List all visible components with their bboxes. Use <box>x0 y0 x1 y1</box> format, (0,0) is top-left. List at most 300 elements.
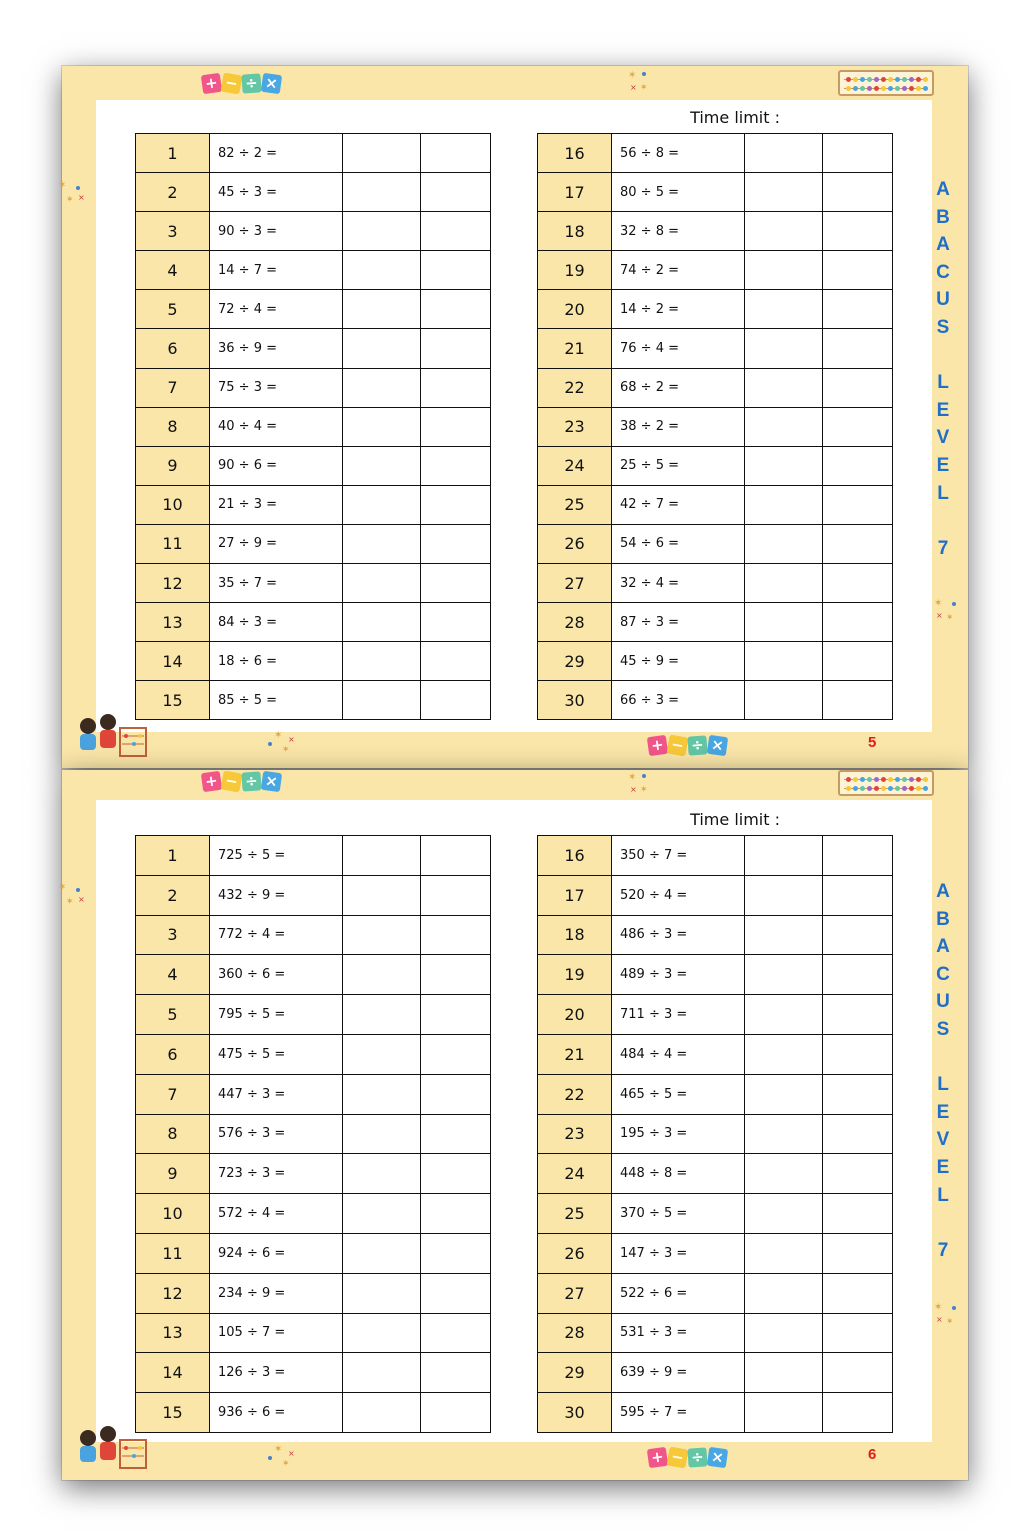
division-problem: 40 ÷ 4 = <box>210 407 343 446</box>
answer-cell[interactable] <box>343 1353 421 1393</box>
remainder-cell[interactable] <box>421 915 491 955</box>
answer-cell[interactable] <box>745 642 823 681</box>
remainder-cell[interactable] <box>421 1034 491 1074</box>
division-problem: 42 ÷ 7 = <box>612 485 745 524</box>
problem-row <box>136 173 491 212</box>
page-number: 6 <box>868 1446 877 1463</box>
division-problem: 105 ÷ 7 = <box>210 1313 343 1353</box>
remainder-cell[interactable] <box>421 290 491 329</box>
division-problem: 72 ÷ 4 = <box>210 290 343 329</box>
remainder-cell[interactable] <box>823 836 893 876</box>
problem-row <box>136 1194 491 1234</box>
title-letter: V <box>936 1129 950 1151</box>
sparkle-icon <box>266 1442 296 1468</box>
answer-cell[interactable] <box>343 368 421 407</box>
answer-cell[interactable] <box>343 329 421 368</box>
division-problem: 87 ÷ 3 = <box>612 603 745 642</box>
division-problem: 147 ÷ 3 = <box>612 1233 745 1273</box>
remainder-cell[interactable] <box>421 603 491 642</box>
problem-row <box>136 134 491 173</box>
remainder-cell[interactable] <box>823 290 893 329</box>
remainder-cell[interactable] <box>421 1273 491 1313</box>
answer-cell[interactable] <box>343 836 421 876</box>
svg-text:✶: ✶ <box>66 897 74 906</box>
division-problem: 14 ÷ 7 = <box>210 251 343 290</box>
answer-cell[interactable] <box>343 212 421 251</box>
worksheet-content <box>96 100 932 732</box>
problem-number: 10 <box>136 1194 210 1234</box>
answer-cell[interactable] <box>343 642 421 681</box>
problem-number: 11 <box>136 524 210 563</box>
title-letter: S <box>936 316 950 338</box>
remainder-cell[interactable] <box>823 1034 893 1074</box>
problem-number: 17 <box>538 875 612 915</box>
answer-cell[interactable] <box>745 955 823 995</box>
problem-row <box>136 251 491 290</box>
division-problem: 576 ÷ 3 = <box>210 1114 343 1154</box>
division-problem: 531 ÷ 3 = <box>612 1313 745 1353</box>
problem-row <box>136 1154 491 1194</box>
remainder-cell[interactable] <box>421 212 491 251</box>
remainder-cell[interactable] <box>421 875 491 915</box>
page-number: 5 <box>868 734 877 751</box>
remainder-cell[interactable] <box>823 875 893 915</box>
answer-cell[interactable] <box>343 1194 421 1234</box>
problem-row <box>538 1194 893 1234</box>
svg-text:✶: ✶ <box>282 1459 290 1468</box>
remainder-cell[interactable] <box>823 1154 893 1194</box>
title-letter: A <box>936 881 950 902</box>
problem-row <box>136 290 491 329</box>
answer-cell[interactable] <box>343 290 421 329</box>
svg-text:×: × <box>936 1315 943 1324</box>
problem-row <box>136 446 491 485</box>
remainder-cell[interactable] <box>421 134 491 173</box>
answer-cell[interactable] <box>343 1233 421 1273</box>
remainder-cell[interactable] <box>823 251 893 290</box>
answer-cell[interactable] <box>745 173 823 212</box>
problem-row <box>136 524 491 563</box>
answer-cell[interactable] <box>745 368 823 407</box>
remainder-cell[interactable] <box>421 995 491 1035</box>
division-problem: 14 ÷ 2 = <box>612 290 745 329</box>
remainder-cell[interactable] <box>421 642 491 681</box>
problem-row <box>538 603 893 642</box>
problem-number: 4 <box>136 251 210 290</box>
division-problem: 80 ÷ 5 = <box>612 173 745 212</box>
svg-text:×: × <box>936 611 943 620</box>
svg-text:✶: ✶ <box>934 1302 943 1313</box>
answer-cell[interactable] <box>343 446 421 485</box>
problem-row <box>136 1273 491 1313</box>
worksheet-content <box>96 800 932 1442</box>
answer-cell[interactable] <box>745 1313 823 1353</box>
division-problem: 639 ÷ 9 = <box>612 1353 745 1393</box>
answer-cell[interactable] <box>745 446 823 485</box>
problem-number: 6 <box>136 1034 210 1074</box>
division-problem: 32 ÷ 8 = <box>612 212 745 251</box>
problem-number: 3 <box>136 915 210 955</box>
remainder-cell[interactable] <box>823 564 893 603</box>
answer-cell[interactable] <box>745 681 823 720</box>
svg-text:✶: ✶ <box>628 772 637 783</box>
problem-row <box>136 1233 491 1273</box>
remainder-cell[interactable] <box>421 1393 491 1433</box>
remainder-cell[interactable] <box>421 1194 491 1234</box>
answer-cell[interactable] <box>343 1074 421 1114</box>
problem-row <box>538 173 893 212</box>
abacus-level-vertical-title <box>934 878 952 1264</box>
problem-number: 28 <box>538 603 612 642</box>
division-problem: 27 ÷ 9 = <box>210 524 343 563</box>
division-problem: 936 ÷ 6 = <box>210 1393 343 1433</box>
division-problem: 572 ÷ 4 = <box>210 1194 343 1234</box>
problem-row <box>538 1074 893 1114</box>
division-problem: 18 ÷ 6 = <box>210 642 343 681</box>
answer-cell[interactable] <box>745 1074 823 1114</box>
division-problem: 360 ÷ 6 = <box>210 955 343 995</box>
remainder-cell[interactable] <box>421 1074 491 1114</box>
remainder-cell[interactable] <box>823 407 893 446</box>
sparkle-icon <box>932 1300 962 1326</box>
problem-row <box>538 485 893 524</box>
answer-cell[interactable] <box>745 1233 823 1273</box>
answer-cell[interactable] <box>745 407 823 446</box>
answer-cell[interactable] <box>745 212 823 251</box>
answer-cell[interactable] <box>343 995 421 1035</box>
remainder-cell[interactable] <box>421 1313 491 1353</box>
time-limit-label: Time limit : <box>690 810 780 829</box>
remainder-cell[interactable] <box>421 446 491 485</box>
title-letter: V <box>936 427 950 449</box>
remainder-cell[interactable] <box>823 603 893 642</box>
remainder-cell[interactable] <box>421 564 491 603</box>
remainder-cell[interactable] <box>421 1233 491 1273</box>
remainder-cell[interactable] <box>823 485 893 524</box>
problem-row <box>538 1313 893 1353</box>
division-problem: 484 ÷ 4 = <box>612 1034 745 1074</box>
answer-cell[interactable] <box>745 836 823 876</box>
division-problem: 772 ÷ 4 = <box>210 915 343 955</box>
answer-cell[interactable] <box>343 875 421 915</box>
remainder-cell[interactable] <box>421 251 491 290</box>
problem-row <box>538 212 893 251</box>
sparkle-icon <box>624 68 654 94</box>
remainder-cell[interactable] <box>823 368 893 407</box>
problem-number: 15 <box>136 681 210 720</box>
title-letter: E <box>936 1156 950 1178</box>
remainder-cell[interactable] <box>823 642 893 681</box>
division-problem: 195 ÷ 3 = <box>612 1114 745 1154</box>
answer-cell[interactable] <box>343 1313 421 1353</box>
problem-number: 25 <box>538 1194 612 1234</box>
remainder-cell[interactable] <box>421 524 491 563</box>
remainder-cell[interactable] <box>421 407 491 446</box>
problem-row <box>538 290 893 329</box>
svg-text:✶: ✶ <box>640 83 648 93</box>
answer-cell[interactable] <box>745 875 823 915</box>
division-problem: 465 ÷ 5 = <box>612 1074 745 1114</box>
division-problem: 350 ÷ 7 = <box>612 836 745 876</box>
problem-row <box>136 915 491 955</box>
problem-number: 21 <box>538 329 612 368</box>
problem-number: 18 <box>538 212 612 251</box>
sparkle-icon <box>56 178 86 204</box>
division-problem: 25 ÷ 5 = <box>612 446 745 485</box>
division-problem: 66 ÷ 3 = <box>612 681 745 720</box>
problem-table-right <box>537 133 893 720</box>
division-problem: 74 ÷ 2 = <box>612 251 745 290</box>
answer-cell[interactable] <box>343 485 421 524</box>
division-problem: 45 ÷ 3 = <box>210 173 343 212</box>
division-problem: 68 ÷ 2 = <box>612 368 745 407</box>
answer-cell[interactable] <box>343 251 421 290</box>
division-problem: 82 ÷ 2 = <box>210 134 343 173</box>
problem-row <box>136 564 491 603</box>
remainder-cell[interactable] <box>421 329 491 368</box>
problem-row <box>538 955 893 995</box>
problem-row <box>538 446 893 485</box>
title-letter: B <box>936 206 950 228</box>
division-problem: 723 ÷ 3 = <box>210 1154 343 1194</box>
division-problem: 90 ÷ 3 = <box>210 212 343 251</box>
problem-number: 24 <box>538 446 612 485</box>
problem-number: 13 <box>136 1313 210 1353</box>
svg-text:×: × <box>288 735 295 744</box>
problem-row <box>136 407 491 446</box>
title-letter: L <box>937 1074 949 1096</box>
division-problem: 795 ÷ 5 = <box>210 995 343 1035</box>
answer-cell[interactable] <box>745 524 823 563</box>
abacus-icon <box>838 770 934 796</box>
answer-cell[interactable] <box>343 134 421 173</box>
problem-row <box>136 836 491 876</box>
title-letter: B <box>936 908 950 930</box>
problem-number: 29 <box>538 1353 612 1393</box>
sparkle-icon <box>624 770 654 796</box>
division-problem: 432 ÷ 9 = <box>210 875 343 915</box>
remainder-cell[interactable] <box>421 1353 491 1393</box>
problem-number: 24 <box>538 1154 612 1194</box>
problem-number: 27 <box>538 1273 612 1313</box>
problem-row <box>538 368 893 407</box>
problem-number: 19 <box>538 251 612 290</box>
answer-cell[interactable] <box>745 995 823 1035</box>
answer-cell[interactable] <box>343 1393 421 1433</box>
svg-text:✶: ✶ <box>58 882 67 893</box>
svg-text:✶: ✶ <box>628 70 637 81</box>
answer-cell[interactable] <box>745 1154 823 1194</box>
answer-cell[interactable] <box>745 290 823 329</box>
title-letter: C <box>936 261 950 283</box>
answer-cell[interactable] <box>745 1393 823 1433</box>
remainder-cell[interactable] <box>823 1353 893 1393</box>
problem-number: 11 <box>136 1233 210 1273</box>
remainder-cell[interactable] <box>421 955 491 995</box>
remainder-cell[interactable] <box>823 955 893 995</box>
remainder-cell[interactable] <box>823 1194 893 1234</box>
problem-row <box>538 251 893 290</box>
problem-number: 2 <box>136 173 210 212</box>
problem-row <box>538 329 893 368</box>
answer-cell[interactable] <box>745 915 823 955</box>
problem-number: 3 <box>136 212 210 251</box>
division-problem: 38 ÷ 2 = <box>612 407 745 446</box>
problem-row <box>136 875 491 915</box>
problem-number: 12 <box>136 564 210 603</box>
problem-number: 6 <box>136 329 210 368</box>
answer-cell[interactable] <box>343 1154 421 1194</box>
remainder-cell[interactable] <box>823 446 893 485</box>
remainder-cell[interactable] <box>823 212 893 251</box>
remainder-cell[interactable] <box>823 134 893 173</box>
answer-cell[interactable] <box>343 1034 421 1074</box>
remainder-cell[interactable] <box>823 681 893 720</box>
division-problem: 35 ÷ 7 = <box>210 564 343 603</box>
problem-row <box>538 134 893 173</box>
problem-number: 21 <box>538 1034 612 1074</box>
title-letter: L <box>937 372 949 394</box>
remainder-cell[interactable] <box>823 173 893 212</box>
answer-cell[interactable] <box>745 1353 823 1393</box>
division-problem: 924 ÷ 6 = <box>210 1233 343 1273</box>
sparkle-icon <box>932 596 962 622</box>
remainder-cell[interactable] <box>823 995 893 1035</box>
answer-cell[interactable] <box>745 603 823 642</box>
abacus-icon <box>838 70 934 96</box>
title-letter: E <box>936 1101 950 1123</box>
remainder-cell[interactable] <box>421 681 491 720</box>
sparkle-icon <box>266 728 296 754</box>
answer-cell[interactable] <box>343 603 421 642</box>
remainder-cell[interactable] <box>421 1114 491 1154</box>
problem-row <box>538 1034 893 1074</box>
problem-number: 8 <box>136 407 210 446</box>
answer-cell[interactable] <box>745 1273 823 1313</box>
remainder-cell[interactable] <box>823 915 893 955</box>
answer-cell[interactable] <box>343 407 421 446</box>
problem-row <box>538 564 893 603</box>
title-letter: L <box>937 1184 949 1206</box>
remainder-cell[interactable] <box>823 1393 893 1433</box>
answer-cell[interactable] <box>343 1273 421 1313</box>
remainder-cell[interactable] <box>421 836 491 876</box>
problem-number: 20 <box>538 995 612 1035</box>
problem-row <box>136 329 491 368</box>
problem-row <box>538 407 893 446</box>
answer-cell[interactable] <box>343 524 421 563</box>
problem-table-right <box>537 835 893 1433</box>
problem-row <box>136 955 491 995</box>
remainder-cell[interactable] <box>823 1313 893 1353</box>
remainder-cell[interactable] <box>823 1233 893 1273</box>
division-problem: 126 ÷ 3 = <box>210 1353 343 1393</box>
answer-cell[interactable] <box>745 485 823 524</box>
answer-cell[interactable] <box>343 955 421 995</box>
answer-cell[interactable] <box>343 915 421 955</box>
remainder-cell[interactable] <box>823 1114 893 1154</box>
remainder-cell[interactable] <box>823 1273 893 1313</box>
answer-cell[interactable] <box>745 134 823 173</box>
problem-row <box>538 875 893 915</box>
problem-number: 4 <box>136 955 210 995</box>
problem-row <box>136 368 491 407</box>
division-problem: 85 ÷ 5 = <box>210 681 343 720</box>
division-problem: 36 ÷ 9 = <box>210 329 343 368</box>
division-problem: 56 ÷ 8 = <box>612 134 745 173</box>
abacus-level-vertical-title <box>934 176 952 562</box>
problem-number: 22 <box>538 1074 612 1114</box>
problem-table-left <box>135 835 491 1433</box>
problem-number: 27 <box>538 564 612 603</box>
svg-text:✶: ✶ <box>946 1317 954 1326</box>
problem-number: 19 <box>538 955 612 995</box>
answer-cell[interactable] <box>745 251 823 290</box>
answer-cell[interactable] <box>343 1114 421 1154</box>
remainder-cell[interactable] <box>421 1154 491 1194</box>
remainder-cell[interactable] <box>421 368 491 407</box>
title-letter: U <box>936 991 950 1013</box>
remainder-cell[interactable] <box>823 329 893 368</box>
problem-number: 30 <box>538 681 612 720</box>
problem-number: 25 <box>538 485 612 524</box>
answer-cell[interactable] <box>745 1194 823 1234</box>
answer-cell[interactable] <box>745 1114 823 1154</box>
problem-row <box>136 995 491 1035</box>
svg-text:✶: ✶ <box>282 745 290 754</box>
problem-number: 14 <box>136 1353 210 1393</box>
problem-row <box>136 1353 491 1393</box>
answer-cell[interactable] <box>343 173 421 212</box>
remainder-cell[interactable] <box>421 485 491 524</box>
svg-text:✶: ✶ <box>946 613 954 622</box>
remainder-cell[interactable] <box>823 1074 893 1114</box>
division-problem: 447 ÷ 3 = <box>210 1074 343 1114</box>
division-problem: 370 ÷ 5 = <box>612 1194 745 1234</box>
math-operators-icon: + − ÷ × <box>202 772 281 791</box>
problem-number: 14 <box>136 642 210 681</box>
remainder-cell[interactable] <box>823 524 893 563</box>
problem-row <box>136 1313 491 1353</box>
answer-cell[interactable] <box>745 329 823 368</box>
answer-cell[interactable] <box>745 1034 823 1074</box>
division-problem: 76 ÷ 4 = <box>612 329 745 368</box>
division-problem: 595 ÷ 7 = <box>612 1393 745 1433</box>
problem-number: 23 <box>538 1114 612 1154</box>
problem-number: 1 <box>136 836 210 876</box>
problem-row <box>538 1273 893 1313</box>
problem-row <box>136 485 491 524</box>
problem-row <box>136 1034 491 1074</box>
answer-cell[interactable] <box>343 681 421 720</box>
division-problem: 21 ÷ 3 = <box>210 485 343 524</box>
problem-number: 5 <box>136 290 210 329</box>
problem-row <box>538 1353 893 1393</box>
math-operators-icon: + − ÷ × <box>648 736 727 755</box>
answer-cell[interactable] <box>343 564 421 603</box>
problem-number: 23 <box>538 407 612 446</box>
answer-cell[interactable] <box>745 564 823 603</box>
problem-number: 1 <box>136 134 210 173</box>
svg-text:✶: ✶ <box>274 1444 283 1455</box>
problem-row <box>538 1154 893 1194</box>
time-limit-label: Time limit : <box>690 108 780 127</box>
problem-row <box>136 603 491 642</box>
problem-row <box>136 1114 491 1154</box>
title-letter: S <box>936 1018 950 1040</box>
svg-text:✶: ✶ <box>274 730 283 741</box>
remainder-cell[interactable] <box>421 173 491 212</box>
